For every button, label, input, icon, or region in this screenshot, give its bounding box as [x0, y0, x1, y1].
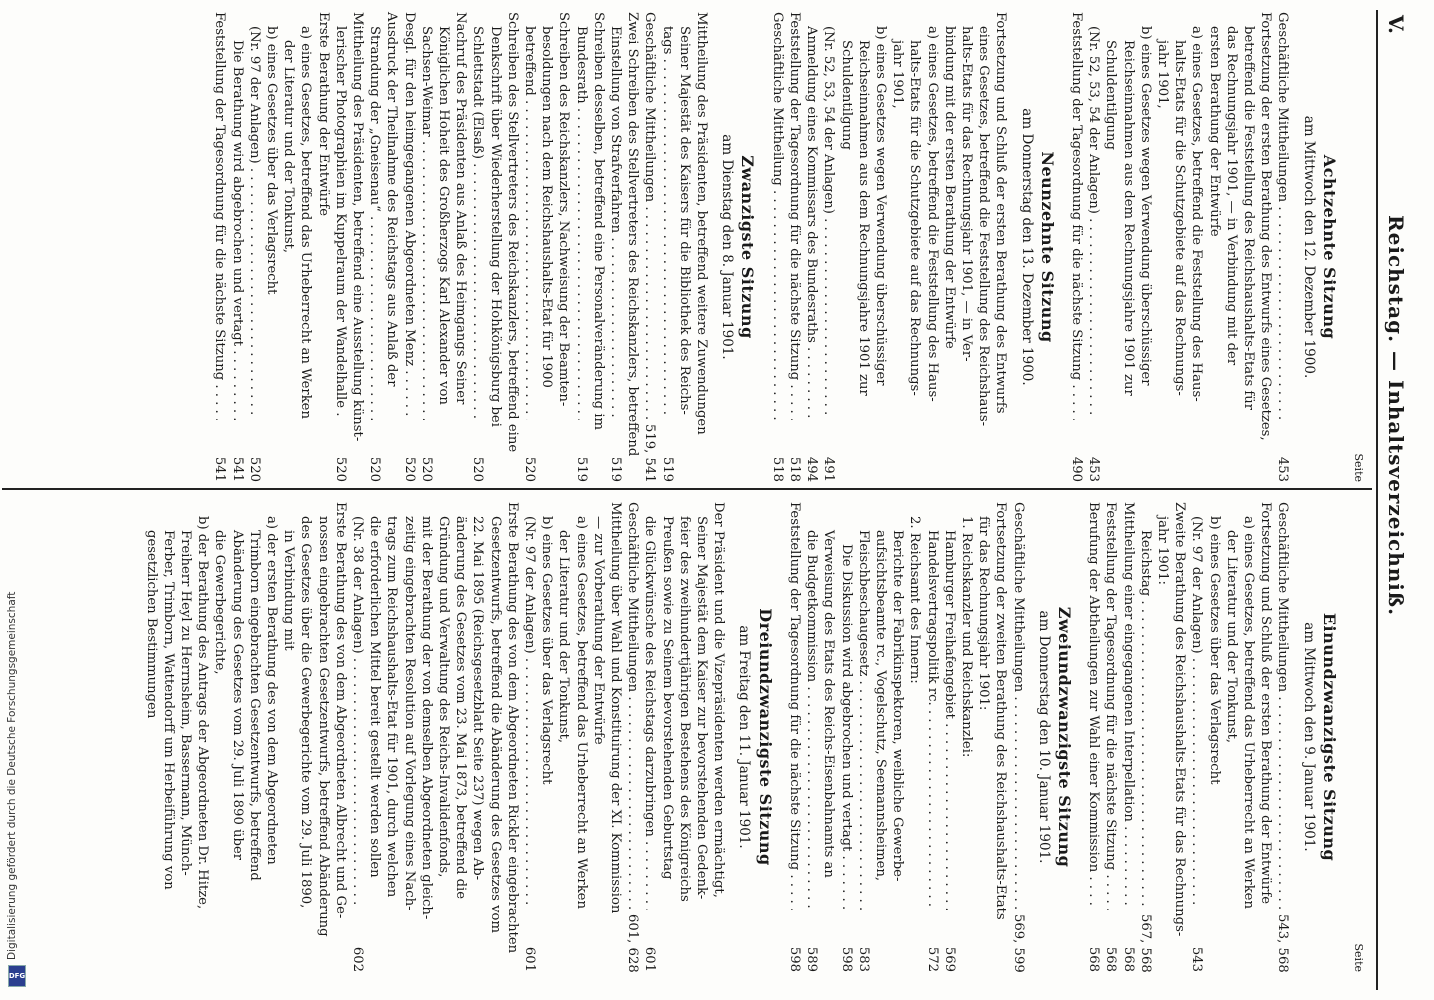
toc-entry	[280, 12, 297, 482]
toc-entry	[906, 502, 923, 972]
entry-page: 519	[573, 456, 589, 482]
entry-text: die Budgetkommission . . .	[803, 530, 820, 910]
toc-entry	[855, 502, 872, 972]
entry-text: b) eines Gesetzes über das Verlagsrecht	[264, 26, 280, 295]
entry-text: Bundesrath . . .	[572, 26, 589, 420]
entry-text: der Literatur und der Tonkunst,	[281, 40, 297, 254]
section-title: Dreiundzwanzigste Sitzung	[755, 608, 775, 866]
entry-page: 520	[246, 456, 262, 482]
entry-page: 568	[1120, 946, 1136, 972]
entry-page: 491	[821, 456, 837, 482]
entry-text: Fortsetzung und Schluß der ersten Berathung des Entwurfs	[993, 12, 1009, 414]
toc-entry	[590, 12, 607, 482]
entry-text: aufsichtsbeamte rc., Vogelschutz, Seemannsheimen,	[872, 530, 888, 882]
entry-text: Geschäftliche Mittheilungen . . .	[624, 502, 641, 910]
entry-text: (Nr. 52, 53, 54 der Anlagen) . . .	[1085, 26, 1102, 420]
entry-text: Handelsvertragspolitik rc. . . .	[923, 530, 940, 910]
toc-entry	[641, 502, 658, 972]
toc-entry	[1223, 502, 1240, 972]
running-title: Reichstag. — Inhaltsverzeichniß.	[1384, 215, 1408, 617]
toc-entry	[676, 502, 693, 972]
toc-entry	[452, 12, 469, 482]
toc-entry	[641, 12, 658, 482]
entry-page: 520	[332, 456, 348, 482]
toc-entry	[1171, 502, 1188, 972]
toc-entry	[504, 12, 521, 482]
toc-entry	[246, 12, 263, 482]
toc-entry	[366, 12, 383, 482]
entry-text: Gesetzentwurfs, betreffend die Abänderung des Gesetzes vom	[487, 516, 503, 933]
entry-text: Mittheilung über Wahl und Konstituirung der XI. Kommission	[608, 502, 624, 914]
entry-text: Berufung der Abtheilungen zur Wahl einer Kommission . . .	[1085, 502, 1102, 910]
entry-text: gesetzlichen Bestimmungen	[143, 530, 159, 719]
entry-page: 567, 568	[1137, 914, 1153, 973]
toc-entry	[590, 502, 607, 972]
entry-page: 453	[1086, 456, 1102, 482]
entry-text: Desgl. für den heimgegangenen Abgeordneten Menz . . .	[400, 12, 417, 420]
entry-page: 520	[470, 456, 486, 482]
page-number: V.	[1384, 15, 1408, 34]
toc-entry	[889, 502, 906, 972]
entry-text: Feststellung der Tagesordnung für die nächste Sitzung . . .	[1068, 12, 1085, 420]
toc-entry	[676, 12, 693, 482]
entry-text: Geschäftliche Mittheilung . . .	[769, 12, 786, 420]
entry-text: a) der ersten Berathung des von dem Abgeordneten	[264, 516, 280, 865]
entry-text: Ferber, Trimborn, Wattendorff um Herbeiführung von	[160, 530, 176, 890]
entry-text: Königlichen Hoheit des Großherzogs Karl Alexander von	[436, 26, 452, 405]
toc-entry	[142, 502, 159, 972]
toc-entry	[1240, 502, 1257, 972]
entry-text: Mittheilung des Präsidenten, betreffend eine Ausstellung künst-	[350, 12, 366, 442]
toc-entry	[435, 12, 452, 482]
toc-entry	[1257, 12, 1274, 482]
entry-text: des Gesetzes über die Gewerbegerichte vom 29. Juli 1890,	[298, 516, 314, 909]
entry-text: Mittheilung einer eingegangenen Interpellation . . .	[1119, 502, 1136, 910]
entry-text: Geschäftliche Mittheilungen . . .	[1009, 502, 1026, 910]
entry-text: a) eines Gesetzes, betreffend die Feststellung des Haus-	[924, 26, 940, 402]
page-header	[1372, 10, 1412, 990]
toc-entry	[1119, 12, 1136, 482]
toc-entry	[469, 12, 486, 482]
toc-entry	[211, 12, 228, 482]
entry-text: jahr 1901,	[890, 40, 906, 109]
entry-page: 541	[212, 456, 228, 482]
entry-text: jahr 1901,	[1154, 40, 1170, 109]
entry-text: Erste Berathung des von dem Abgeordneten Albrecht und Ge-	[332, 502, 348, 919]
toc-entry	[872, 502, 889, 972]
toc-entry	[486, 12, 503, 482]
entry-text: (Nr. 97 der Anlagen) . . .	[1188, 516, 1205, 910]
entry-page: 601	[642, 946, 658, 972]
toc-entry	[572, 502, 589, 972]
entry-text: der Literatur und der Tonkunst,	[1223, 530, 1239, 744]
toc-entry	[837, 12, 854, 482]
toc-entry	[400, 502, 417, 972]
entry-page: 519	[659, 456, 675, 482]
footer-credit-wrap	[6, 591, 26, 961]
entry-text: Die Berathung wird abgebrochen und vertagt . . .	[228, 40, 245, 420]
entry-text: Zwei Schreiben des Stellvertreters des Reichskanzlers, betreffend	[625, 12, 641, 457]
entry-text: Fortsetzung der ersten Berathung des Entwurfs eines Gesetzes,	[1258, 12, 1274, 441]
section-date: am Mittwoch den 12. Dezember 1900.	[1300, 115, 1317, 379]
entry-page: 520	[522, 456, 538, 482]
entry-text: Feststellung der Tagesordnung für die nächste Sitzung . . .	[786, 502, 803, 910]
entry-text: b) eines Gesetzes über das Verlagsrecht	[1206, 516, 1222, 785]
toc-entry	[1171, 12, 1188, 482]
toc-entry	[803, 502, 820, 972]
toc-entry	[769, 12, 786, 482]
toc-entry	[1102, 12, 1119, 482]
entry-page: 543, 568	[1275, 914, 1291, 973]
toc-entry	[555, 12, 572, 482]
entry-page: 589	[804, 946, 820, 972]
toc-entry	[1154, 502, 1171, 972]
entry-text: — zur Vorberathung der Entwürfe	[590, 516, 606, 745]
entry-page: 494	[804, 456, 820, 482]
toc-entry	[538, 12, 555, 482]
entry-text: nossen eingebrachten Gesetzentwurfs, betreffend Abänderung	[315, 516, 331, 937]
entry-text: der Literatur und der Tonkunst,	[556, 530, 572, 744]
toc-entry	[1085, 12, 1102, 482]
toc-entry	[820, 502, 837, 972]
section-title: Neunzehnte Sitzung	[1037, 151, 1057, 343]
section-date: am Donnerstag den 13. Dezember 1900.	[1018, 108, 1035, 386]
entry-text: die Glückwünsche des Reichstags darzubringen . . .	[641, 516, 658, 910]
toc-entry	[297, 12, 314, 482]
toc-entry	[332, 12, 349, 482]
left-column	[211, 12, 1369, 482]
toc-entry	[872, 12, 889, 482]
entry-text: zeitig eingebrachten Resolution auf Vorlegung eines Nach-	[401, 516, 417, 911]
toc-entry	[521, 12, 538, 482]
entry-text: b) eines Gesetzes wegen Verwendung überschüssiger	[1137, 26, 1153, 386]
entry-text: Anmeldung eines Kommissars des Bundesraths . . .	[803, 26, 820, 420]
entry-page: 490	[1068, 456, 1084, 482]
toc-entry	[280, 502, 297, 972]
entry-page: 568	[1086, 946, 1102, 972]
footer-credit: Digitalisierung gefördert durch die Deutsche Forschungsgemeinschaft	[6, 591, 18, 960]
entry-text: Mittheilung des Präsidenten, betreffend weitere Zuwendungen	[694, 12, 710, 435]
toc-entry	[452, 502, 469, 972]
toc-entry	[837, 502, 854, 972]
entry-page: 519, 541	[642, 424, 658, 483]
toc-entry	[555, 502, 572, 972]
entry-text: in Verbindung mit	[281, 530, 297, 651]
entry-text: Nachruf des Präsidenten aus Anlaß des Heimgangs Seiner	[453, 12, 469, 405]
entry-text: Feststellung der Tagesordnung für die nächste Sitzung . . .	[211, 12, 228, 420]
entry-text: eines Gesetzes, betreffend die Feststellung des Reichshaus-	[976, 26, 992, 427]
entry-text: betreffend . . .	[521, 26, 538, 420]
entry-text: Berichte der Fabrikinspektoren, weibliche Gewerbe-	[890, 530, 906, 882]
toc-entry	[469, 502, 486, 972]
toc-entry	[958, 12, 975, 482]
toc-entry	[923, 502, 940, 972]
toc-entry	[383, 502, 400, 972]
entry-text: Schreiben des Stellvertreters des Reichskanzlers, betreffend eine	[504, 12, 520, 453]
toc-entry	[572, 12, 589, 482]
entry-text: Freiherr Heyl zu Herrnsheim, Bassermann, Münch-	[178, 530, 193, 876]
entry-page: 518	[786, 456, 802, 482]
toc-entry	[923, 12, 940, 482]
entry-text: Denkschrift über Wiederherstellung der Hohkönigsburg bei	[487, 26, 503, 427]
entry-text: Die Diskussion wird abgebrochen und vertagt . . .	[837, 544, 854, 910]
entry-text: a) eines Gesetzes, betreffend das Urheberrecht an Werken	[1240, 516, 1256, 909]
toc-entry	[693, 502, 710, 972]
entry-text: Feststellung der Tagesordnung für die nächste Sitzung . . .	[1102, 502, 1119, 910]
entry-text: Zweite Berathung des Reichshaushalts-Etats für das Rechnungs-	[1172, 502, 1188, 937]
seite-label: Seite	[1352, 943, 1365, 972]
entry-page: 518	[769, 456, 785, 482]
entry-text: b) der Berathung des Antrags der Abgeordneten Dr. Hitze,	[195, 516, 211, 910]
toc-entry	[1188, 12, 1205, 482]
entry-page: 602	[350, 946, 366, 972]
entry-text: (Nr. 52, 53, 54 der Anlagen) . . .	[820, 26, 837, 420]
toc-entry	[1154, 12, 1171, 482]
section-title: Zweiundzwanzigste Sitzung	[1054, 606, 1074, 868]
toc-entry	[246, 502, 263, 972]
entry-text: 22. Mai 1895 (Reichsgesetzblatt Seite 237) wegen Ab-	[470, 516, 486, 881]
toc-entry	[263, 12, 280, 482]
entry-text: jahr 1901:	[1154, 516, 1170, 585]
toc-entry	[1257, 502, 1274, 972]
toc-entry	[160, 502, 177, 972]
entry-text: Geschäftliche Mittheilungen . . .	[1274, 502, 1291, 910]
toc-entry	[435, 502, 452, 972]
entry-text: feier des zweihundertjährigen Bestehens des Königreichs	[676, 516, 692, 902]
toc-entry	[383, 12, 400, 482]
toc-entry	[1188, 502, 1205, 972]
entry-text: Feststellung der Tagesordnung für die nächste Sitzung . . .	[786, 12, 803, 420]
toc-entry	[177, 502, 194, 972]
entry-text: a) eines Gesetzes, betreffend die Feststellung des Haus-	[1189, 26, 1205, 402]
entry-text: halts-Etats für die Schutzgebiete auf das Rechnungs-	[1172, 40, 1188, 396]
entry-page: 520	[401, 456, 417, 482]
toc-entry	[992, 12, 1009, 482]
entry-text: Verweisung des Etats des Reichs-Eisenbahnamts an	[821, 530, 837, 878]
toc-entry	[297, 502, 314, 972]
entry-text: Seiner Majestät des Kaisers für die Bibliothek des Reichs-	[676, 26, 692, 415]
toc-entry	[332, 502, 349, 972]
entry-page: 598	[838, 946, 854, 972]
toc-entry	[211, 502, 228, 972]
entry-text: ersten Berathung der Entwürfe	[1206, 26, 1222, 237]
entry-text: b) eines Gesetzes wegen Verwendung überschüssiger	[872, 26, 888, 386]
toc-entry	[194, 502, 211, 972]
toc-entry	[1137, 12, 1154, 482]
toc-entry	[349, 12, 366, 482]
entry-text: Geschäftliche Mittheilungen . . .	[641, 12, 658, 420]
toc-entry	[1068, 12, 1085, 482]
entry-text: das Rechnungsjahr 1901, — in Verbindung mit der	[1223, 26, 1239, 366]
toc-entry	[314, 12, 331, 482]
toc-entry	[624, 502, 641, 972]
entry-text: Fortsetzung der zweiten Berathung des Reichshaushalts-Etats	[993, 502, 1009, 920]
toc-entry	[1102, 502, 1119, 972]
section-date: am Freitag den 11. Januar 1901.	[736, 625, 753, 849]
entry-text: Erste Berathung des von dem Abgeordneten Rickler eingebrachten	[504, 502, 520, 954]
entry-text: Trimborn eingebrachten Gesetzentwurfs, betreffend	[246, 530, 262, 881]
toc-entry	[366, 502, 383, 972]
toc-entry	[521, 502, 538, 972]
toc-entry	[941, 12, 958, 482]
header-rule	[1376, 10, 1378, 990]
section-title: Einundzwanzigste Sitzung	[1319, 612, 1339, 862]
toc-entry	[228, 502, 245, 972]
entry-text: (Nr. 38 der Anlagen) . . .	[349, 516, 366, 910]
entry-text: b) eines Gesetzes über das Verlagsrecht	[539, 516, 555, 785]
section-title: Zwanzigste Sitzung	[738, 155, 758, 339]
toc-entry	[906, 12, 923, 482]
entry-page: 541	[229, 456, 245, 482]
toc-entry	[624, 12, 641, 482]
toc-entry	[975, 12, 992, 482]
entry-page: 569	[941, 946, 957, 972]
entry-text: Sachsen-Weimar . . .	[418, 26, 435, 420]
entry-text: halts-Etats für das Rechnungsjahr 1901, — in Ver-	[958, 26, 974, 362]
toc-entry	[418, 12, 435, 482]
dfg-logo: DFG	[8, 965, 26, 987]
entry-page: 520	[367, 456, 383, 482]
toc-entry	[693, 12, 710, 482]
entry-text: Einstellung von Strafverfahren . . .	[607, 26, 624, 420]
entry-text: für das Rechnungsjahr 1901:	[976, 516, 992, 711]
toc-entry	[975, 502, 992, 972]
section-date: am Mittwoch den 9. Januar 1901.	[1300, 622, 1317, 852]
toc-entry	[314, 502, 331, 972]
entry-page: 572	[924, 946, 940, 972]
entry-text: betreffend die Feststellung des Reichshaushalts-Etats für	[1240, 26, 1256, 411]
entry-text: Schlettstadt (Elsaß) . . .	[469, 26, 486, 420]
toc-entry	[1274, 12, 1291, 482]
toc-entry	[607, 12, 624, 482]
toc-entry	[958, 502, 975, 972]
entry-text: halts-Etats für die Schutzgebiete auf das Rechnungs-	[907, 40, 923, 396]
entry-page: 519	[608, 456, 624, 482]
toc-entry	[1137, 502, 1154, 972]
toc-entry	[607, 502, 624, 972]
column-divider	[2, 488, 1372, 490]
toc-entry	[786, 502, 803, 972]
entry-page: 453	[1275, 456, 1291, 482]
toc-entry	[941, 502, 958, 972]
section-date: am Dienstag den 8. Januar 1901.	[719, 134, 736, 360]
entry-text: a) eines Gesetzes, betreffend das Urheberrecht an Werken	[298, 26, 314, 419]
entry-text: Schuldentilgung	[838, 40, 854, 150]
toc-entry	[1205, 502, 1222, 972]
entry-text: Ausdruck der Theilnahme des Reichstags aus Anlaß der	[384, 12, 400, 387]
toc-entry	[855, 12, 872, 482]
toc-entry	[786, 12, 803, 482]
entry-page: 601	[522, 946, 538, 972]
entry-text: Der Präsident und die Vizepräsidenten werden ermächtigt,	[711, 502, 727, 898]
entry-text: Reichseinnahmen aus dem Rechnungsjahre 1901 zur	[1120, 40, 1136, 396]
entry-page: 568	[1103, 946, 1119, 972]
entry-page: 583	[855, 946, 871, 972]
entry-page: 543	[1189, 946, 1205, 972]
entry-text: Erste Berathung der Entwürfe	[315, 12, 331, 217]
toc-entry	[1205, 12, 1222, 482]
entry-text: tags . . .	[658, 26, 675, 420]
toc-entry	[710, 502, 727, 972]
section-title: Achtzehnte Sitzung	[1319, 154, 1339, 340]
entry-page: 520	[418, 456, 434, 482]
entry-text: besoldungen nach dem Reichshaushalts-Etat für 1900	[539, 26, 555, 388]
section-date: am Donnerstag den 10. Januar 1901.	[1035, 610, 1052, 864]
entry-text: änderung des Gesetzes vom 23. Mai 1873, betreffend die	[453, 516, 469, 900]
toc-entry	[1009, 502, 1026, 972]
toc-entry	[418, 502, 435, 972]
toc-entry	[1274, 502, 1291, 972]
entry-text: 1. Reichskanzler und Reichskanzlei:	[958, 516, 974, 758]
entry-page: 601, 628	[625, 914, 641, 973]
entry-text: trags zum Reichshaushalts-Etat für 1901, durch welchen	[384, 516, 400, 898]
seite-label: Seite	[1352, 453, 1365, 482]
entry-text: Schuldentilgung	[1103, 40, 1119, 150]
right-column	[142, 502, 1369, 972]
entry-text: bindung mit der ersten Berathung der Entwürfe	[941, 26, 957, 349]
entry-text: Gründung und Verwaltung des Reichs-Invalidenfonds,	[436, 516, 452, 878]
entry-text: Preußen sowie zu Seinem bevorstehenden Geburtstag	[659, 516, 675, 880]
entry-text: lerischer Photographien im Kuppelraum der Wandelhalle . . .	[332, 26, 349, 420]
entry-text: die erforderlichen Mittel bereit gestellt werden sollen	[367, 516, 383, 878]
toc-entry	[228, 12, 245, 482]
entry-page: 598	[786, 946, 802, 972]
entry-text: die Gewerbegerichte,	[212, 530, 228, 675]
entry-text: Seiner Majestät dem Kaiser zur bevorstehenden Gedenk-	[694, 516, 710, 900]
toc-entry	[889, 12, 906, 482]
toc-entry	[658, 502, 675, 972]
entry-text: Fortsetzung und Schluß der ersten Berathung der Entwürfe	[1258, 502, 1274, 905]
entry-text: Abänderung des Gesetzes vom 29. Juli 1890 über	[229, 530, 245, 861]
entry-text: Fleischbeschaugesetz . . .	[855, 530, 872, 910]
entry-text: a) eines Gesetzes, betreffend das Urheberrecht an Werken	[573, 516, 589, 909]
toc-entry	[263, 502, 280, 972]
toc-entry	[349, 502, 366, 972]
entry-text: Reichstag . . .	[1137, 530, 1154, 910]
toc-entry	[538, 502, 555, 972]
entry-text: (Nr. 97 der Anlagen) . . .	[521, 516, 538, 910]
toc-entry	[992, 502, 1009, 972]
entry-text: 2. Reichsamt des Innern:	[907, 516, 923, 684]
toc-entry	[1240, 12, 1257, 482]
entry-text: (Nr. 97 der Anlagen) . . .	[246, 26, 263, 420]
toc-entry	[658, 12, 675, 482]
entry-text: Geschäftliche Mittheilungen . . .	[1274, 12, 1291, 420]
toc-entry	[504, 502, 521, 972]
toc-entry	[1223, 12, 1240, 482]
entry-text: mit der Berathung der von demselben Abgeordneten gleich-	[418, 516, 434, 920]
toc-entry	[820, 12, 837, 482]
entry-text: Schreiben des Reichskanzlers, Nachweisung der Beamten-	[556, 12, 572, 407]
toc-entry	[803, 12, 820, 482]
entry-text: Schreiben desselben, betreffend eine Personalveränderung im	[590, 12, 606, 431]
entry-text: Hamburger Freihafengebiet . . .	[941, 530, 958, 910]
toc-entry	[486, 502, 503, 972]
toc-entry	[400, 12, 417, 482]
entry-page: 569, 599	[1010, 914, 1026, 973]
entry-text: Reichseinnahmen aus dem Rechnungsjahre 1901 zur	[855, 40, 871, 396]
toc-entry	[1085, 502, 1102, 972]
entry-text: Strandung der „Gneisenau“ . . .	[366, 26, 383, 420]
toc-entry	[1119, 502, 1136, 972]
